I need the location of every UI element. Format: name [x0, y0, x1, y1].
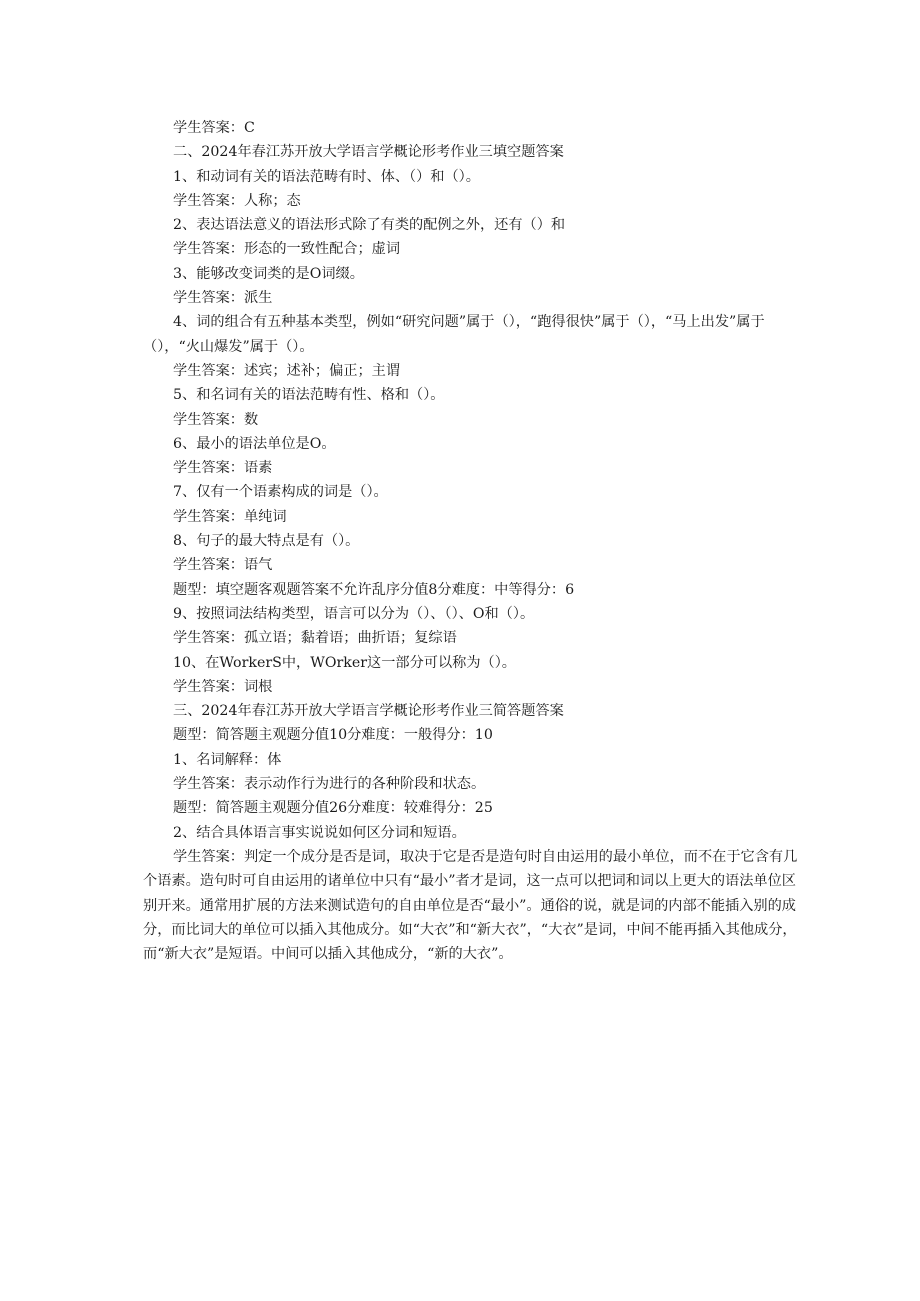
document-body [143, 116, 799, 966]
paragraph-29: 2、结合具体语言事实说说如何区分词和短语。 [173, 824, 466, 841]
paragraph-20: 9、按照词法结构类型，语言可以分为（）、（）、O和（）。 [173, 605, 535, 622]
paragraph-30: 学生答案：判定一个成分是否是词，取决于它是否是造句时自由运用的最小单位，而不在于它含有几个语素。造句时可自由运用的诸单位中只有“最小”者才是词，这一点可以把词和词以上更大的语法单位区别开来。通常用扩展的方法来测试造句的自由单位是否“最小”。通俗的说，就是词的内部不能插入别的成分，而比词大的单位可以插入其他成分。如“大衣”和“新大衣”，“大衣”是词，中间不能再插入其他成分，而“新大衣”是短语。中间可以插入其他成分，“新的大衣”。 [143, 848, 798, 963]
paragraph-3: 1、和动词有关的语法范畴有时、体、（）和（）。 [173, 168, 480, 185]
paragraph-2: 二、2024年春江苏开放大学语言学概论形考作业三填空题答案 [173, 144, 564, 161]
paragraph-25: 题型：简答题主观题分值10分难度：一般得分：10 [173, 727, 493, 744]
paragraph-11: 5、和名词有关的语法范畴有性、格和（）。 [173, 387, 445, 404]
paragraph-28: 题型：简答题主观题分值26分难度：较难得分：25 [173, 800, 493, 817]
paragraph-23: 学生答案：词根 [173, 678, 273, 695]
paragraph-22: 10、在WorkerS中，WOrker这一部分可以称为（）。 [173, 654, 516, 671]
paragraph-14: 学生答案：语素 [173, 460, 273, 477]
paragraph-16: 学生答案：单纯词 [173, 508, 287, 525]
paragraph-12: 学生答案：数 [173, 411, 259, 428]
paragraph-5: 2、表达语法意义的语法形式除了有类的配例之外，还有（）和 [173, 217, 566, 234]
paragraph-1: 学生答案：C [173, 120, 255, 136]
paragraph-24: 三、2024年春江苏开放大学语言学概论形考作业三简答题答案 [173, 703, 564, 720]
paragraph-9: 4、词的组合有五种基本类型，例如“研究问题”属于（），“跑得很快”属于（），“马上出发”属于（），“火山爆发”属于（）。 [143, 314, 765, 355]
paragraph-13: 6、最小的语法单位是O。 [173, 435, 336, 452]
paragraph-15: 7、仅有一个语素构成的词是（）。 [173, 484, 388, 501]
paragraph-8: 学生答案：派生 [173, 290, 273, 307]
paragraph-19: 题型：填空题客观题答案不允许乱序分值8分难度：中等得分：6 [173, 581, 575, 598]
paragraph-7: 3、能够改变词类的是O词缀。 [173, 265, 364, 282]
paragraph-27: 学生答案：表示动作行为进行的各种阶段和状态。 [173, 776, 486, 793]
paragraph-6: 学生答案：形态的一致性配合；虚词 [173, 241, 401, 258]
paragraph-26: 1、名词解释：体 [173, 751, 282, 768]
paragraph-17: 8、句子的最大特点是有（）。 [173, 533, 360, 550]
paragraph-18: 学生答案：语气 [173, 557, 273, 574]
paragraph-4: 学生答案：人称；态 [173, 192, 301, 209]
paragraph-21: 学生答案：孤立语；黏着语；曲折语；复综语 [173, 630, 457, 647]
paragraph-10: 学生答案：述宾；述补；偏正；主谓 [173, 362, 401, 379]
